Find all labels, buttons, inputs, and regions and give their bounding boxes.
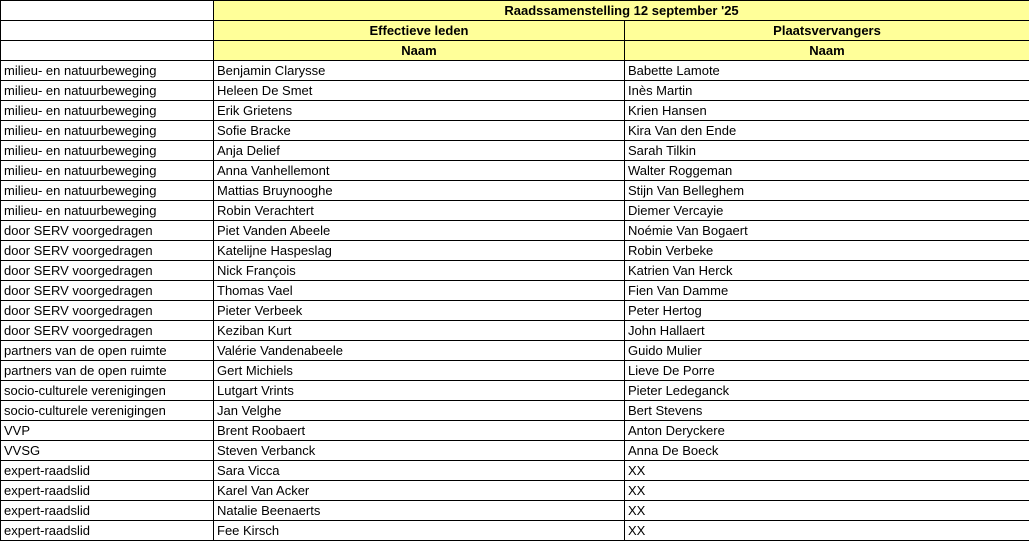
member-cell[interactable]: Keziban Kurt bbox=[214, 321, 625, 341]
substitute-name-header[interactable]: Naam bbox=[625, 41, 1029, 61]
table-row bbox=[1, 61, 1029, 81]
member-cell[interactable]: Steven Verbanck bbox=[214, 441, 625, 461]
member-cell[interactable]: Benjamin Clarysse bbox=[214, 61, 625, 81]
member-cell[interactable]: Piet Vanden Abeele bbox=[214, 221, 625, 241]
table-row bbox=[1, 321, 1029, 341]
table-row bbox=[1, 81, 1029, 101]
member-cell[interactable]: Fee Kirsch bbox=[214, 521, 625, 541]
substitute-cell[interactable]: Inès Martin bbox=[625, 81, 1029, 101]
category-cell[interactable]: milieu- en natuurbeweging bbox=[1, 181, 214, 201]
category-cell[interactable]: partners van de open ruimte bbox=[1, 361, 214, 381]
substitute-cell[interactable]: Anna De Boeck bbox=[625, 441, 1029, 461]
substitute-cell[interactable]: Lieve De Porre bbox=[625, 361, 1029, 381]
substitute-cell[interactable]: John Hallaert bbox=[625, 321, 1029, 341]
table-row bbox=[1, 381, 1029, 401]
member-cell[interactable]: Robin Verachtert bbox=[214, 201, 625, 221]
category-cell[interactable]: VVSG bbox=[1, 441, 214, 461]
substitute-cell[interactable]: Sarah Tilkin bbox=[625, 141, 1029, 161]
category-cell[interactable]: door SERV voorgedragen bbox=[1, 261, 214, 281]
substitute-cell[interactable]: Anton Deryckere bbox=[625, 421, 1029, 441]
category-cell[interactable]: VVP bbox=[1, 421, 214, 441]
substitute-cell[interactable]: Diemer Vercayie bbox=[625, 201, 1029, 221]
substitute-cell[interactable]: Stijn Van Belleghem bbox=[625, 181, 1029, 201]
category-cell[interactable]: door SERV voorgedragen bbox=[1, 321, 214, 341]
substitutes-header[interactable]: Plaatsvervangers bbox=[625, 21, 1029, 41]
table-row bbox=[1, 101, 1029, 121]
substitute-cell[interactable]: Kira Van den Ende bbox=[625, 121, 1029, 141]
table-title[interactable]: Raadssamenstelling 12 september '25 bbox=[214, 1, 1029, 21]
substitute-cell[interactable]: Pieter Ledeganck bbox=[625, 381, 1029, 401]
substitute-cell[interactable]: XX bbox=[625, 461, 1029, 481]
category-cell[interactable]: milieu- en natuurbeweging bbox=[1, 141, 214, 161]
category-cell[interactable]: milieu- en natuurbeweging bbox=[1, 201, 214, 221]
table-row bbox=[1, 301, 1029, 321]
member-cell[interactable]: Katelijne Haspeslag bbox=[214, 241, 625, 261]
category-cell[interactable]: door SERV voorgedragen bbox=[1, 301, 214, 321]
member-cell[interactable]: Sofie Bracke bbox=[214, 121, 625, 141]
member-cell[interactable]: Anna Vanhellemont bbox=[214, 161, 625, 181]
member-cell[interactable]: Karel Van Acker bbox=[214, 481, 625, 501]
corner-cell[interactable] bbox=[1, 1, 214, 21]
substitute-cell[interactable]: Guido Mulier bbox=[625, 341, 1029, 361]
table-row bbox=[1, 461, 1029, 481]
category-cell[interactable]: milieu- en natuurbeweging bbox=[1, 61, 214, 81]
table-row bbox=[1, 361, 1029, 381]
category-cell[interactable]: door SERV voorgedragen bbox=[1, 221, 214, 241]
table-row bbox=[1, 121, 1029, 141]
table-row bbox=[1, 261, 1029, 281]
table-row bbox=[1, 161, 1029, 181]
table-row bbox=[1, 421, 1029, 441]
category-cell[interactable]: socio-culturele verenigingen bbox=[1, 381, 214, 401]
substitute-cell[interactable]: Babette Lamote bbox=[625, 61, 1029, 81]
table-row bbox=[1, 501, 1029, 521]
member-name-header[interactable]: Naam bbox=[214, 41, 625, 61]
category-cell[interactable]: milieu- en natuurbeweging bbox=[1, 81, 214, 101]
table-row bbox=[1, 481, 1029, 501]
category-cell[interactable]: door SERV voorgedragen bbox=[1, 241, 214, 261]
substitute-cell[interactable]: Noémie Van Bogaert bbox=[625, 221, 1029, 241]
name-header-row bbox=[1, 41, 1029, 61]
category-cell[interactable]: partners van de open ruimte bbox=[1, 341, 214, 361]
category-cell[interactable]: milieu- en natuurbeweging bbox=[1, 101, 214, 121]
category-cell[interactable]: milieu- en natuurbeweging bbox=[1, 161, 214, 181]
substitute-cell[interactable]: Walter Roggeman bbox=[625, 161, 1029, 181]
table-row bbox=[1, 241, 1029, 261]
category-cell[interactable]: socio-culturele verenigingen bbox=[1, 401, 214, 421]
effective-members-header[interactable]: Effectieve leden bbox=[214, 21, 625, 41]
table-row bbox=[1, 201, 1029, 221]
substitute-cell[interactable]: XX bbox=[625, 501, 1029, 521]
table-row bbox=[1, 521, 1029, 541]
member-cell[interactable]: Gert Michiels bbox=[214, 361, 625, 381]
member-cell[interactable]: Anja Delief bbox=[214, 141, 625, 161]
member-cell[interactable]: Erik Grietens bbox=[214, 101, 625, 121]
substitute-cell[interactable]: Katrien Van Herck bbox=[625, 261, 1029, 281]
table-row bbox=[1, 141, 1029, 161]
substitute-cell[interactable]: Peter Hertog bbox=[625, 301, 1029, 321]
member-cell[interactable]: Brent Roobaert bbox=[214, 421, 625, 441]
member-cell[interactable]: Lutgart Vrints bbox=[214, 381, 625, 401]
table-row bbox=[1, 221, 1029, 241]
category-header-cell[interactable] bbox=[1, 21, 214, 41]
member-cell[interactable]: Mattias Bruynooghe bbox=[214, 181, 625, 201]
table-row bbox=[1, 181, 1029, 201]
table-row bbox=[1, 441, 1029, 461]
category-cell[interactable]: door SERV voorgedragen bbox=[1, 281, 214, 301]
category-cell[interactable]: milieu- en natuurbeweging bbox=[1, 121, 214, 141]
group-header-row bbox=[1, 21, 1029, 41]
table-body bbox=[1, 1, 1029, 541]
substitute-cell[interactable]: Bert Stevens bbox=[625, 401, 1029, 421]
table-row bbox=[1, 401, 1029, 421]
member-cell[interactable]: Natalie Beenaerts bbox=[214, 501, 625, 521]
substitute-cell[interactable]: Fien Van Damme bbox=[625, 281, 1029, 301]
category-cell[interactable]: expert-raadslid bbox=[1, 461, 214, 481]
category-cell[interactable]: expert-raadslid bbox=[1, 501, 214, 521]
substitute-cell[interactable]: XX bbox=[625, 521, 1029, 541]
member-cell[interactable]: Sara Vicca bbox=[214, 461, 625, 481]
category-cell[interactable]: expert-raadslid bbox=[1, 521, 214, 541]
substitute-cell[interactable]: Robin Verbeke bbox=[625, 241, 1029, 261]
member-cell[interactable]: Jan Velghe bbox=[214, 401, 625, 421]
table-row bbox=[1, 281, 1029, 301]
title-row bbox=[1, 1, 1029, 21]
member-cell[interactable]: Nick François bbox=[214, 261, 625, 281]
substitute-cell[interactable]: Krien Hansen bbox=[625, 101, 1029, 121]
member-cell[interactable]: Valérie Vandenabeele bbox=[214, 341, 625, 361]
member-cell[interactable]: Heleen De Smet bbox=[214, 81, 625, 101]
member-cell[interactable]: Pieter Verbeek bbox=[214, 301, 625, 321]
category-cell[interactable]: expert-raadslid bbox=[1, 481, 214, 501]
category-subheader-cell[interactable] bbox=[1, 41, 214, 61]
table-row bbox=[1, 341, 1029, 361]
substitute-cell[interactable]: XX bbox=[625, 481, 1029, 501]
member-cell[interactable]: Thomas Vael bbox=[214, 281, 625, 301]
